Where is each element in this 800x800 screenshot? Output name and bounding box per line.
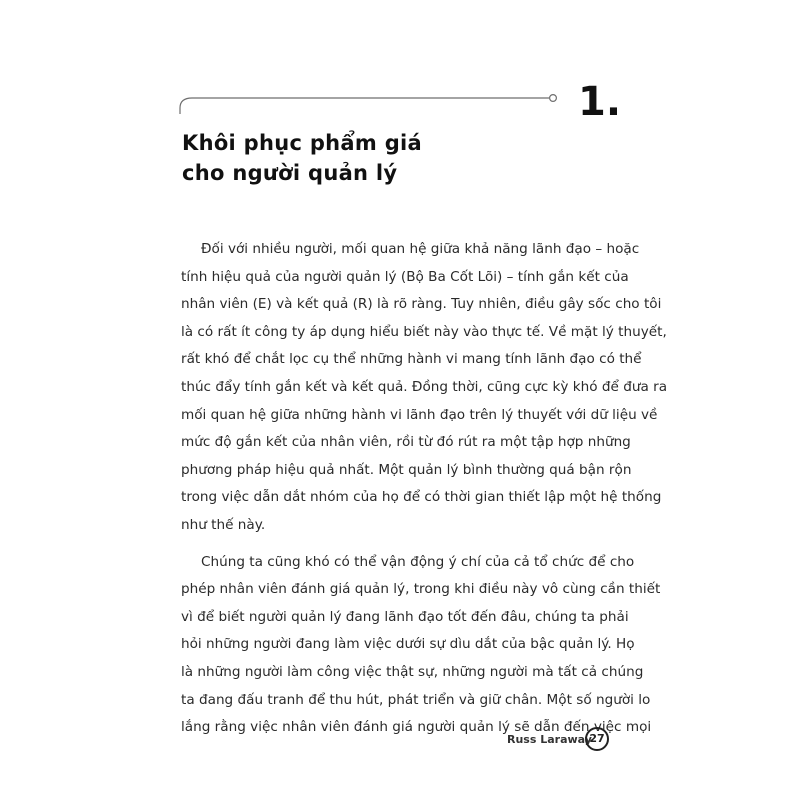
paragraph xyxy=(181,236,668,540)
text-line: hỏi những người đang làm việc dưới sự dìu dắt của bậc quản lý. Họ xyxy=(181,636,635,653)
text-line: nhân viên (E) và kết quả (R) là rõ ràng. Tuy nhiên, điều gây sốc cho tôi xyxy=(181,296,662,313)
text-line: mức độ gắn kết của nhân viên, rồi từ đó rút ra một tập hợp những xyxy=(181,434,631,451)
text-line: trong việc dẫn dắt nhóm của họ để có thời gian thiết lập một hệ thống xyxy=(181,489,662,506)
text-line: phép nhân viên đánh giá quản lý, trong khi điều này vô cùng cần thiết xyxy=(181,581,661,598)
text-line: là những người làm công việc thật sự, những người mà tất cả chúng xyxy=(181,663,644,680)
text-line: thúc đẩy tính gắn kết và kết quả. Đồng thời, cũng cực kỳ khó để đưa ra xyxy=(181,378,668,395)
text-line: là có rất ít công ty áp dụng hiểu biết này vào thực tế. Về mặt lý thuyết, xyxy=(181,323,667,340)
text-line: ta đang đấu tranh để thu hút, phát triển và giữ chân. Một số người lo xyxy=(181,691,651,708)
chapter-header-rule xyxy=(176,90,566,130)
chapter-number: 1. xyxy=(578,79,622,125)
footer-author: Russ Laraway xyxy=(507,733,592,746)
text-line: như thế này. xyxy=(181,516,266,533)
page-number-badge: 27 xyxy=(585,727,609,751)
chapter-title-line: Khôi phục phẩm giá xyxy=(182,131,422,155)
text-line: vì để biết người quản lý đang lãnh đạo tốt đến đâu, chúng ta phải xyxy=(181,608,629,625)
body-text xyxy=(181,236,668,742)
text-line: rất khó để chắt lọc cụ thể những hành vi mang tính lãnh đạo có thể xyxy=(181,351,642,368)
text-line: tính hiệu quả của người quản lý (Bộ Ba Cốt Lõi) – tính gắn kết của xyxy=(181,268,629,285)
chapter-title-line: cho người quản lý xyxy=(182,161,398,185)
text-line: Chúng ta cũng khó có thể vận động ý chí của cả tổ chức để cho xyxy=(201,553,635,570)
paragraph xyxy=(181,549,661,742)
text-line: Đối với nhiều người, mối quan hệ giữa khả năng lãnh đạo – hoặc xyxy=(201,241,640,257)
text-line: lắng rằng việc nhân viên đánh giá người quản lý sẽ dẫn đến việc mọi xyxy=(181,719,652,736)
text-line: mối quan hệ giữa những hành vi lãnh đạo trên lý thuyết với dữ liệu về xyxy=(181,406,658,423)
text-line: phương pháp hiệu quả nhất. Một quản lý bình thường quá bận rộn xyxy=(181,461,632,478)
chapter-title xyxy=(182,128,422,188)
